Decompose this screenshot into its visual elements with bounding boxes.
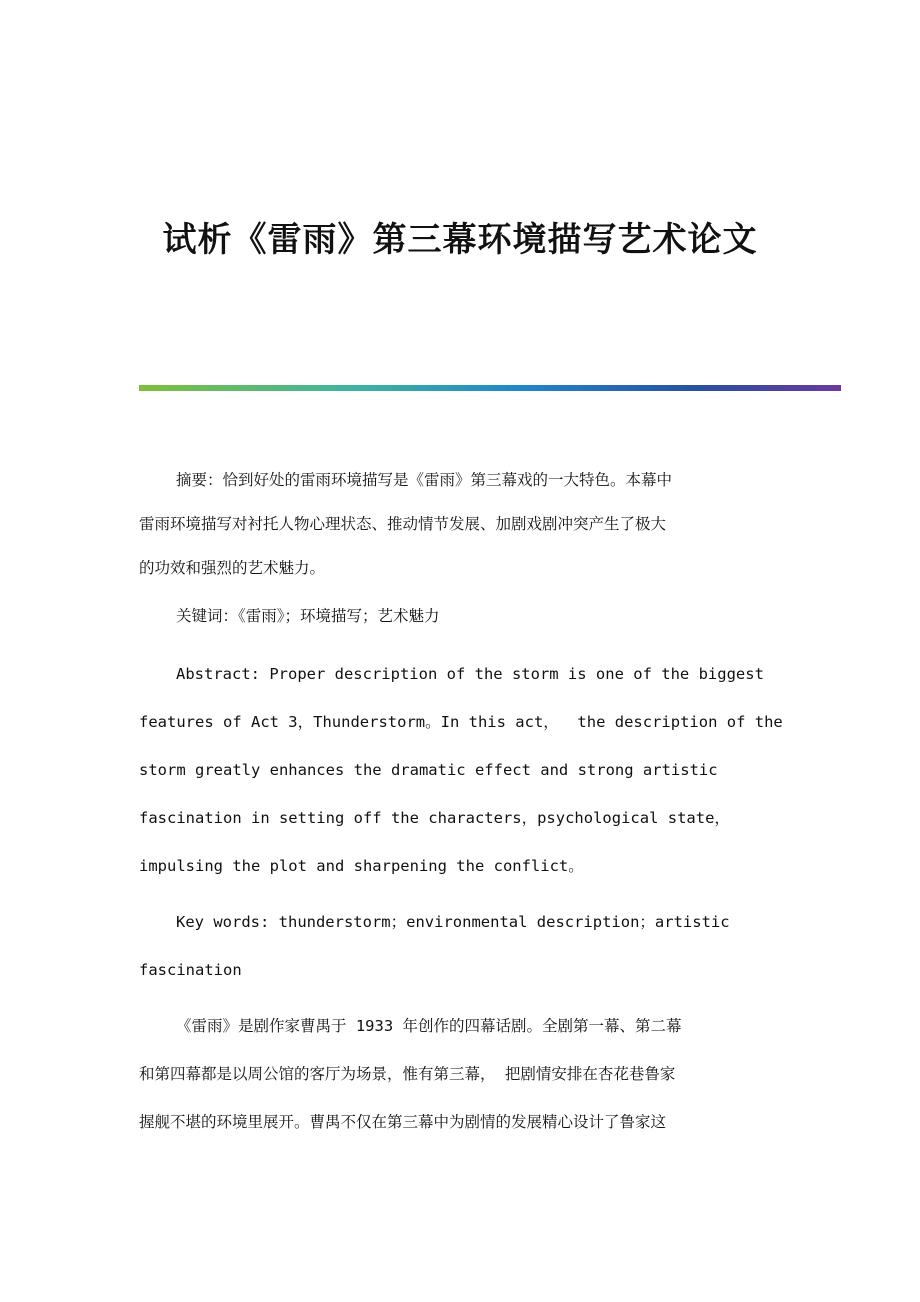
body-paragraph (139, 1002, 781, 1146)
body-paragraph-line: 握舰不堪的环境里展开。曹禺不仅在第三幕中为剧情的发展精心设计了鲁家这 (139, 1113, 667, 1131)
body-paragraph-line: 《雷雨》是剧作家曹禺于 1933 年创作的四幕话剧。全剧第一幕、第二幕 (176, 1017, 682, 1035)
keywords-en (139, 898, 781, 994)
keywords-en-line: fascination (139, 961, 242, 979)
abstract-cn-line: 摘要：恰到好处的雷雨环境描写是《雷雨》第三幕戏的一大特色。本幕中 (176, 471, 673, 489)
abstract-cn (139, 458, 781, 590)
keywords-cn (139, 594, 781, 638)
abstract-cn-line: 的功效和强烈的艺术魅力。 (139, 559, 326, 577)
abstract-en-line: features of Act 3，Thunderstorm。In this act， the description of the (139, 713, 783, 731)
title-divider-rule (139, 385, 841, 391)
abstract-en (139, 650, 781, 890)
abstract-en-line: storm greatly enhances the dramatic effect and strong artistic (139, 761, 718, 779)
abstract-cn-line: 雷雨环境描写对衬托人物心理状态、推动情节发展、加剧戏剧冲突产生了极大 (139, 515, 667, 533)
abstract-en-line: fascination in setting off the characters，psychological state， (139, 809, 730, 827)
abstract-en-line: Abstract: Proper description of the storm is one of the biggest (176, 665, 764, 683)
document-title: 试析《雷雨》第三幕环境描写艺术论文 (162, 220, 758, 260)
abstract-en-line: impulsing the plot and sharpening the conflict。 (139, 857, 584, 875)
body-paragraph-line: 和第四幕都是以周公馆的客厅为场景，惟有第三幕， 把剧情安排在杏花巷鲁家 (139, 1065, 676, 1083)
document-body (139, 458, 781, 1150)
keywords-cn-line: 关键词：《雷雨》；环境描写；艺术魅力 (176, 607, 440, 625)
keywords-en-line: Key words: thunderstorm；environmental description；artistic (176, 913, 730, 931)
